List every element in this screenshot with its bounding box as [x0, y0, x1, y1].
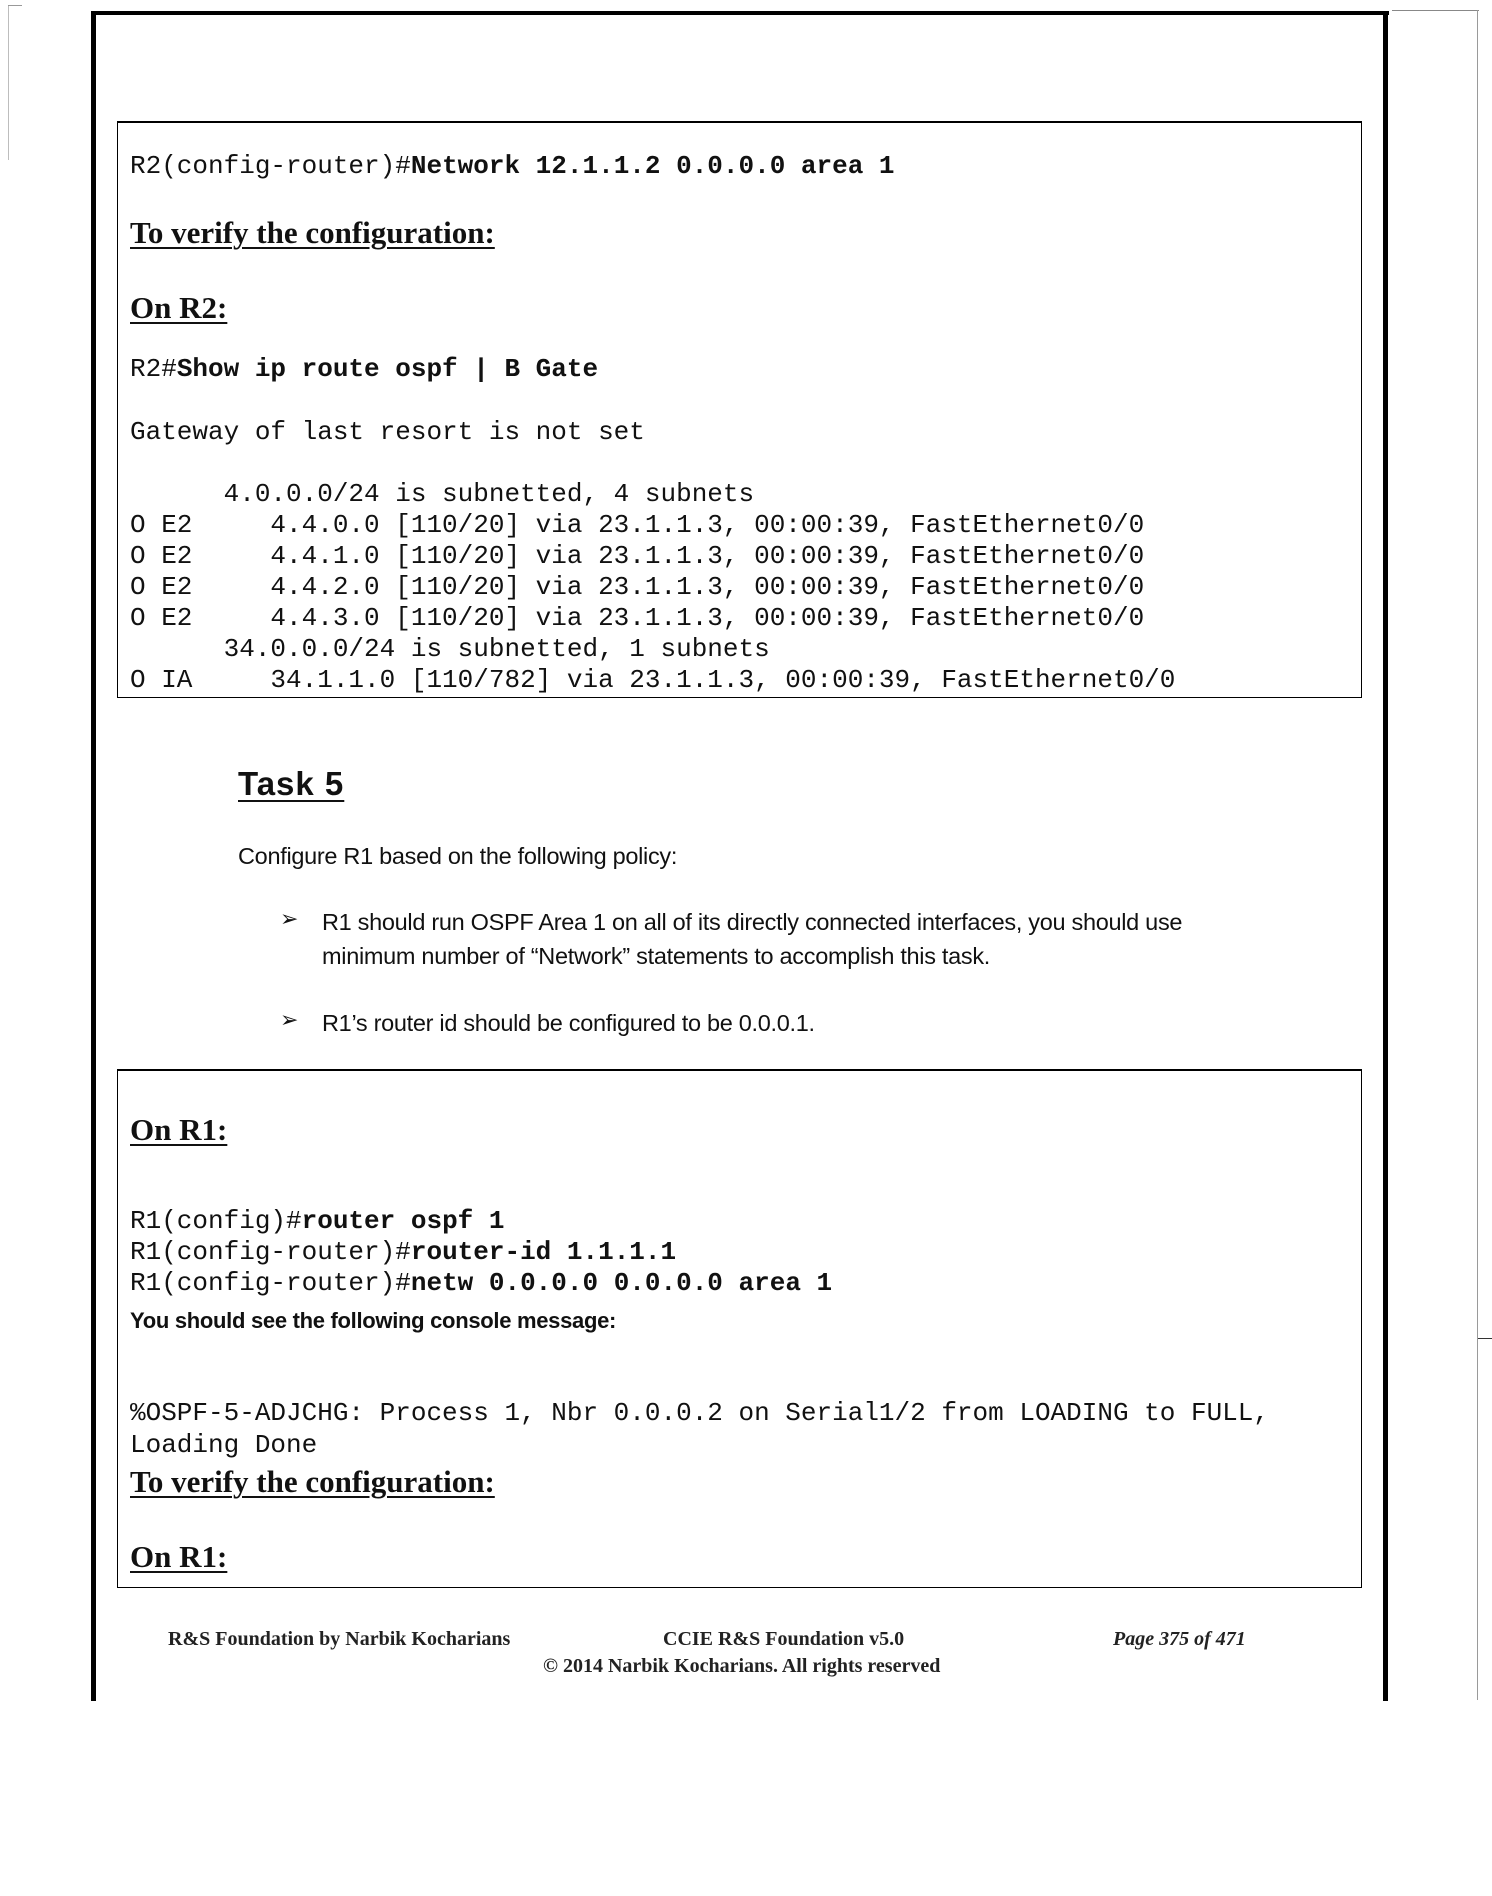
cli-command: router ospf 1: [301, 1206, 505, 1236]
output-line: [130, 448, 1175, 479]
cli-prompt: R1(config-router)#: [130, 1268, 411, 1298]
arrow-bullet-icon: ➢: [280, 907, 299, 932]
bullet-text-line: R1’s router id should be configured to be 0.0.0.1.: [322, 1010, 815, 1036]
footer-book-title: CCIE R&S Foundation v5.0: [663, 1628, 905, 1650]
footer-copyright: © 2014 Narbik Kocharians. All rights reserved: [543, 1655, 941, 1677]
console-message-note: You should see the following console message:: [130, 1308, 617, 1333]
task-title: Task 5: [238, 765, 345, 802]
scan-artifact-line: [8, 5, 9, 160]
page-frame-right-border: [1383, 11, 1388, 1701]
on-r2-heading: On R2:: [130, 290, 228, 325]
cli-command: router-id 1.1.1.1: [410, 1237, 677, 1267]
cli-line: [130, 1237, 832, 1268]
on-r1-heading: On R1:: [130, 1539, 228, 1574]
cli-prompt: R2#: [130, 354, 177, 384]
route-row: O E2 4.4.3.0 [110/20] via 23.1.1.3, 00:00:39, FastEthernet0/0: [130, 603, 1145, 633]
route-output: [130, 386, 1175, 727]
cli-command: Show ip route ospf | B Gate: [176, 354, 599, 384]
route-row: O E2 4.4.0.0 [110/20] via 23.1.1.3, 00:00:39, FastEthernet0/0: [130, 510, 1145, 540]
console-line: %OSPF-5-ADJCHG: Process 1, Nbr 0.0.0.2 on Serial1/2 from LOADING to FULL,: [130, 1398, 1269, 1428]
margin-strip-right-line: [1477, 10, 1478, 1700]
route-row: O E2 4.4.2.0 [110/20] via 23.1.1.3, 00:00:39, FastEthernet0/0: [130, 572, 1145, 602]
task-intro: Configure R1 based on the following policy:: [238, 843, 678, 869]
verify-heading: To verify the configuration:: [130, 215, 495, 250]
cli-prompt: R1(config-router)#: [130, 1237, 411, 1267]
footer-page-number: Page 375 of 471: [1113, 1628, 1246, 1650]
cli-command: netw 0.0.0.0 0.0.0.0 area 1: [410, 1268, 833, 1298]
show-ip-route-command-line: [130, 354, 598, 385]
arrow-bullet-icon: ➢: [280, 1008, 299, 1033]
bullet-text-line: R1 should run OSPF Area 1 on all of its directly connected interfaces, you should use: [322, 909, 1183, 935]
cli-line: [130, 1268, 832, 1299]
console-line: Loading Done: [130, 1430, 318, 1460]
scan-artifact-mark: [8, 5, 22, 6]
page-frame-left-border: [91, 11, 96, 1701]
r2-network-command-line: [130, 151, 895, 182]
cli-line: [130, 1206, 832, 1237]
page-frame-top-border: [91, 11, 1389, 15]
footer-author: R&S Foundation by Narbik Kocharians: [168, 1628, 511, 1650]
cli-prompt: R1(config)#: [130, 1206, 302, 1236]
cli-prompt: R2(config-router)#: [130, 151, 411, 181]
output-line: 4.0.0.0/24 is subnetted, 4 subnets: [130, 479, 755, 509]
verify-heading: To verify the configuration:: [130, 1464, 495, 1499]
output-line: Gateway of last resort is not set: [130, 417, 645, 447]
bullet-text-line: minimum number of “Network” statements to accomplish this task.: [322, 943, 991, 969]
on-r1-heading: On R1:: [130, 1112, 228, 1147]
output-line: 34.0.0.0/24 is subnetted, 1 subnets: [130, 634, 770, 664]
r1-config-commands: [130, 1175, 832, 1330]
margin-strip-top-line: [1392, 10, 1479, 11]
route-row: O IA 34.1.1.0 [110/782] via 23.1.1.3, 00:00:39, FastEthernet0/0: [130, 665, 1176, 695]
cli-command: Network 12.1.1.2 0.0.0.0 area 1: [410, 151, 895, 181]
margin-tick-mark: [1478, 1338, 1492, 1339]
route-row: O E2 4.4.1.0 [110/20] via 23.1.1.3, 00:00:39, FastEthernet0/0: [130, 541, 1145, 571]
